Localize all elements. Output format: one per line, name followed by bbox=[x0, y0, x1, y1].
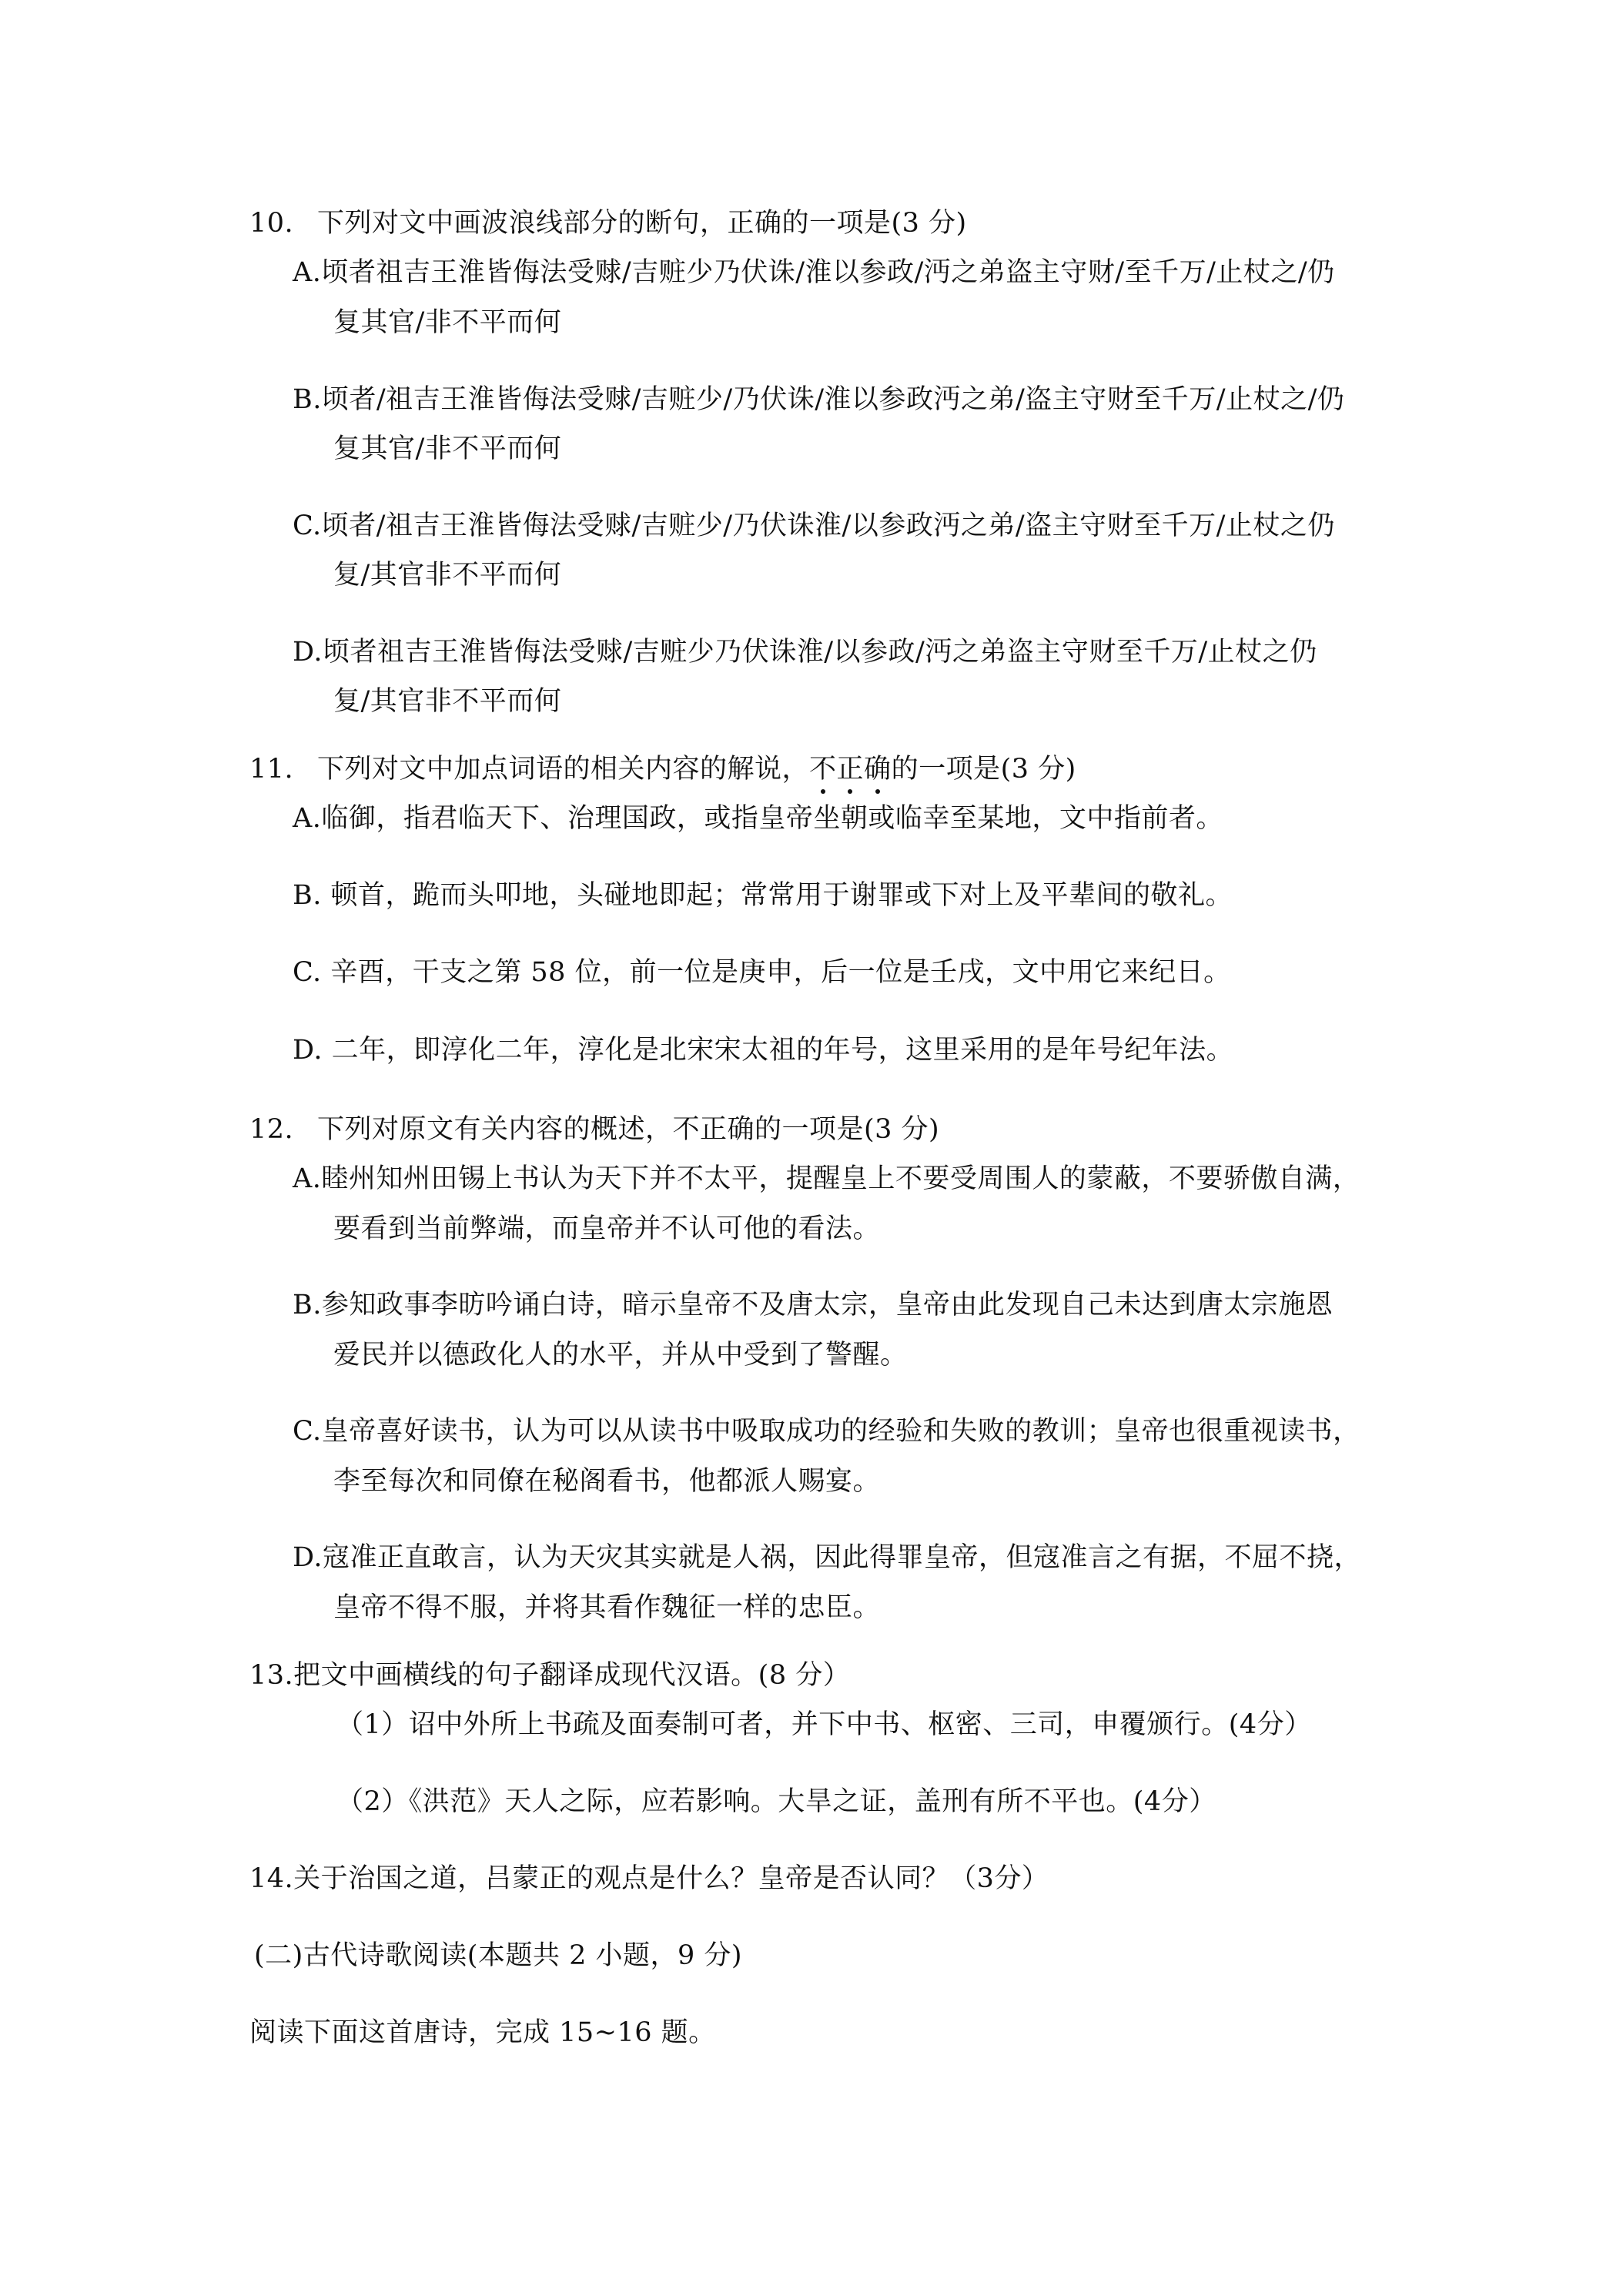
q10-option-d-line2: 复/其官非不平而何 bbox=[333, 686, 562, 717]
q12-option-a-line2: 要看到当前弊端，而皇帝并不认可他的看法。 bbox=[333, 1213, 881, 1244]
q10-option-a-line2: 复其官/非不平而何 bbox=[333, 307, 562, 338]
section2-intro: 阅读下面这首唐诗，完成 15~16 题。 bbox=[249, 2017, 716, 2048]
q13-item-1: （1）诏中外所上书疏及面奏制可者，并下中书、枢密、三司，申覆颁行。(4分） bbox=[336, 1709, 1312, 1740]
q12-option-c-line2: 李至每次和同僚在秘阁看书，他都派人赐宴。 bbox=[333, 1466, 881, 1497]
q10-option-c-line1: C.顷者/祖吉王淮皆侮法受赇/吉赃少/乃伏诛淮/以参政沔之弟/盗主守财至千万/止杖之仍 bbox=[293, 510, 1335, 541]
section2-title: (二)古代诗歌阅读(本题共 2 小题，9 分) bbox=[254, 1940, 743, 1971]
q13-stem: 13.把文中画横线的句子翻译成现代汉语。(8 分） bbox=[249, 1660, 851, 1691]
q12-option-d-line1: D.寇准正直敢言，认为天灾其实就是人祸，因此得罪皇帝，但寇准言之有据，不屈不挠， bbox=[293, 1542, 1361, 1573]
q10-option-c-line2: 复/其官非不平而何 bbox=[333, 560, 562, 591]
q10-option-d-line1: D.顷者祖吉王淮皆侮法受赇/吉赃少乃伏诛淮/以参政/沔之弟盗主守财至千万/止杖之仍 bbox=[293, 637, 1317, 668]
q10-option-a-line1: A.顷者祖吉王淮皆侮法受赇/吉赃少乃伏诛/淮以参政/沔之弟盗主守财/至千万/止杖之/仍 bbox=[293, 257, 1335, 288]
q11-emphasis-char-2: 正 bbox=[837, 751, 865, 788]
q12-option-b-line2: 爱民并以德政化人的水平，并从中受到了警醒。 bbox=[333, 1340, 908, 1371]
q11-emphasis-char-3: 确 bbox=[864, 751, 892, 788]
q11-stem-pre: 下列对文中加点词语的相关内容的解说， bbox=[317, 754, 810, 785]
q11-emphasis-char-1: 不 bbox=[809, 751, 837, 788]
q11-stem bbox=[317, 751, 1076, 788]
q10-stem: 下列对文中画波浪线部分的断句，正确的一项是(3 分) bbox=[317, 208, 967, 239]
q11-option-c: C. 辛酉，干支之第 58 位，前一位是庚申，后一位是壬戌，文中用它来纪日。 bbox=[293, 957, 1231, 988]
q12-option-d-line2: 皇帝不得不服，并将其看作魏征一样的忠臣。 bbox=[333, 1592, 881, 1623]
q10-option-b-line1: B.顷者/祖吉王淮皆侮法受赇/吉赃少/乃伏诛/淮以参政沔之弟/盗主守财至千万/止杖之/仍 bbox=[293, 384, 1345, 415]
q12-option-c-line1: C.皇帝喜好读书，认为可以从读书中吸取成功的经验和失败的教训；皇帝也很重视读书， bbox=[293, 1416, 1360, 1447]
q11-option-a: A.临御，指君临天下、治理国政，或指皇帝坐朝或临幸至某地，文中指前者。 bbox=[293, 803, 1223, 834]
q11-stem-post: 的一项是(3 分) bbox=[891, 754, 1076, 785]
q10-option-b-line2: 复其官/非不平而何 bbox=[333, 433, 562, 464]
q12-number: 12. bbox=[249, 1114, 294, 1145]
q14-stem: 14.关于治国之道，吕蒙正的观点是什么？皇帝是否认同？（3分） bbox=[249, 1863, 1049, 1894]
q11-option-b: B. 顿首，跪而头叩地，头碰地即起；常常用于谢罪或下对上及平辈间的敬礼。 bbox=[293, 880, 1233, 911]
q10-number: 10. bbox=[249, 208, 294, 239]
q12-option-a-line1: A.睦州知州田锡上书认为天下并不太平，提醒皇上不要受周围人的蒙蔽，不要骄傲自满， bbox=[293, 1163, 1360, 1194]
q12-option-b-line1: B.参知政事李昉吟诵白诗，暗示皇帝不及唐太宗，皇帝由此发现自己未达到唐太宗施恩 bbox=[293, 1290, 1334, 1320]
q11-option-d: D. 二年，即淳化二年，淳化是北宋宋太祖的年号，这里采用的是年号纪年法。 bbox=[293, 1035, 1234, 1066]
q12-stem: 下列对原文有关内容的概述，不正确的一项是(3 分) bbox=[317, 1114, 940, 1145]
q13-item-2: （2）《洪范》天人之际，应若影响。大旱之证，盖刑有所不平也。(4分） bbox=[336, 1786, 1216, 1817]
q11-number: 11. bbox=[249, 754, 294, 785]
